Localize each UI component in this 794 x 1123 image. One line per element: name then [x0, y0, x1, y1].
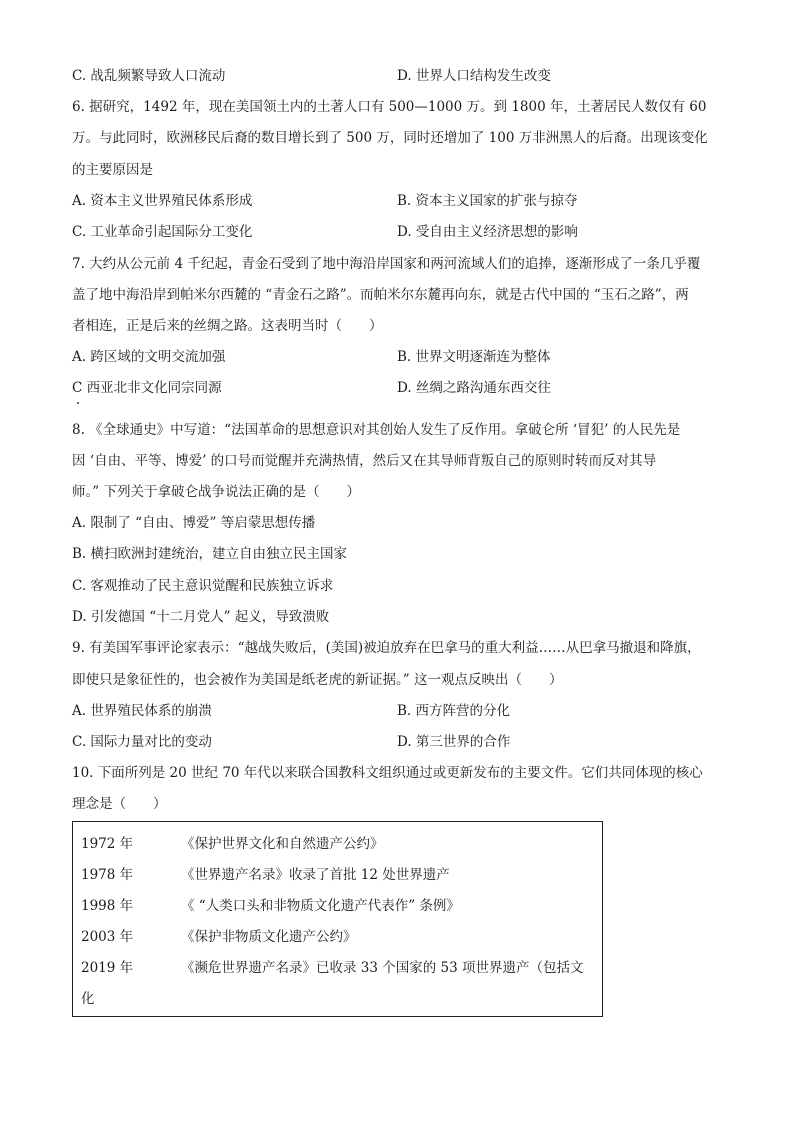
table-row-year: 2003 年 — [81, 929, 134, 945]
table-row — [81, 834, 384, 854]
q6-option-b[interactable]: B. 资本主义国家的扩张与掠夺 — [397, 193, 578, 209]
q9-stem-line-1: 9. 有美国军事评论家表示：“越战失败后，(美国)被迫放弃在巴拿马的重大利益……从巴拿马撤退和降旗， — [72, 640, 701, 656]
table-row — [81, 958, 584, 978]
q7-stem-line-2: 盖了地中海沿岸到帕米尔西麓的 “青金石之路”。而帕米尔东麓再向东，就是古代中国的 “玉石之路”，两 — [72, 287, 689, 303]
q9-option-b[interactable]: B. 西方阵营的分化 — [397, 703, 511, 719]
q6-stem-line-2: 万。与此同时，欧洲移民后裔的数目增长到了 500 万，同时还增加了 100 万非洲黑人的后裔。出现该变化 — [72, 130, 708, 146]
table-row — [81, 927, 357, 947]
q8-option-d[interactable]: D. 引发德国 “十二月党人” 起义，导致溃败 — [72, 609, 330, 625]
stray-dot — [77, 402, 79, 404]
q9-option-c[interactable]: C. 国际力量对比的变动 — [72, 734, 212, 750]
q6-option-d[interactable]: D. 受自由主义经济思想的影响 — [397, 224, 578, 240]
table-row — [81, 865, 450, 885]
q6-option-a[interactable]: A. 资本主义世界殖民体系形成 — [72, 193, 253, 209]
q8-stem-line-3: 师。” 下列关于拿破仑战争说法正确的是（ ） — [72, 484, 360, 500]
table-row-doc: 《世界遗产名录》收录了首批 12 处世界遗产 — [181, 867, 450, 883]
q9-option-a[interactable]: A. 世界殖民体系的崩溃 — [72, 703, 212, 719]
q8-option-c[interactable]: C. 客观推动了民主意识觉醒和民族独立诉求 — [72, 578, 334, 594]
q6-option-c[interactable]: C. 工业革命引起国际分工变化 — [72, 224, 253, 240]
q10-stem-line-1: 10. 下面所列是 20 世纪 70 年代以来联合国教科文组织通过或更新发布的主要文件。它们共同体现的核心 — [72, 765, 703, 781]
q6-stem-line-1: 6. 据研究，1492 年，现在美国领土内的土著人口有 500—1000 万。到 1800 年，土著居民人数仅有 60 — [72, 99, 707, 115]
table-row-doc: 《保护世界文化和自然遗产公约》 — [181, 836, 384, 852]
q6-stem-line-3: 的主要原因是 — [72, 162, 153, 178]
q8-option-b[interactable]: B. 横扫欧洲封建统治，建立自由独立民主国家 — [72, 546, 348, 562]
table-row-year: 2019 年 — [81, 960, 134, 976]
table-row-doc: 《 “人类口头和非物质文化遗产代表作” 条例》 — [181, 898, 460, 914]
table-row-year: 1972 年 — [81, 836, 134, 852]
q7-stem-line-1: 7. 大约从公元前 4 千纪起，青金石受到了地中海沿岸国家和两河流域人们的追捧，逐渐形成了一条几乎覆 — [72, 256, 701, 272]
q8-stem-line-1: 8. 《全球通史》中写道：“法国革命的思想意识对其创始人发生了反作用。拿破仑所 ‘冒犯’ 的人民先是 — [72, 422, 681, 438]
q8-option-a[interactable]: A. 限制了 “自由、博爱” 等启蒙思想传播 — [72, 515, 316, 531]
table-row — [81, 896, 460, 916]
q5-option-c[interactable]: C. 战乱频繁导致人口流动 — [72, 68, 226, 84]
q9-option-d[interactable]: D. 第三世界的合作 — [397, 734, 511, 750]
table-row-year: 1978 年 — [81, 867, 134, 883]
q7-stem-line-3: 者相连，正是后来的丝绸之路。这表明当时（ ） — [72, 318, 383, 334]
q10-stem-line-2: 理念是（ ） — [72, 796, 167, 812]
q7-option-d[interactable]: D. 丝绸之路沟通东西交往 — [397, 380, 551, 396]
table-row-doc: 《保护非物质文化遗产公约》 — [181, 929, 357, 945]
table-row-wrap: 化 — [81, 991, 95, 1007]
q7-option-b[interactable]: B. 世界文明逐渐连为整体 — [397, 349, 551, 365]
q8-stem-line-2: 因 ‘自由、平等、博爱’ 的口号而觉醒并充满热情，然后又在其导师背叛自己的原则时转而反对其导 — [72, 453, 657, 469]
q10-document-table — [72, 821, 603, 1017]
q5-option-d[interactable]: D. 世界人口结构发生改变 — [397, 68, 551, 84]
q7-option-a[interactable]: A. 跨区域的文明交流加强 — [72, 349, 226, 365]
table-row-year: 1998 年 — [81, 898, 134, 914]
table-row-doc: 《濒危世界遗产名录》已收录 33 个国家的 53 项世界遗产（包括文 — [181, 960, 584, 976]
q7-option-c[interactable]: C 西亚北非文化同宗同源 — [72, 380, 222, 396]
q9-stem-line-2: 即使只是象征性的，也会被作为美国是纸老虎的新证据。” 这一观点反映出（ ） — [72, 672, 563, 688]
